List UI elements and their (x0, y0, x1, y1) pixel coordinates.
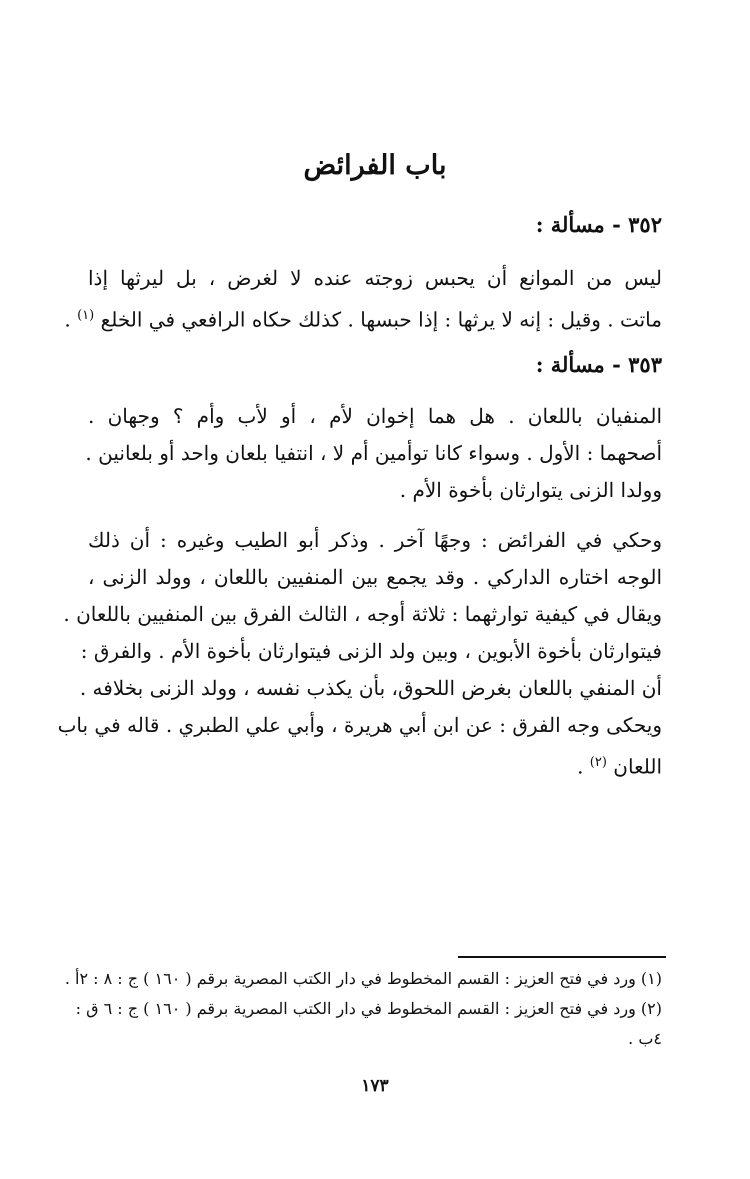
issue-353-text (85, 398, 662, 509)
issue-353-heading: ٣٥٣ - مسألة : (535, 352, 662, 377)
text-line: أصحهما : الأول . وسواء كانا توأمين أم لا ، انتفيا بلعان واحد أو بلعانين . (85, 441, 662, 465)
text-line: ويقال في كيفية توارثهما : ثلاثة أوجه ، الثالث الفرق بين المنفيين باللعان . (63, 602, 662, 626)
footnote-ref-1: (١) (77, 308, 95, 323)
text-line-end: . (577, 754, 590, 779)
footnote-2-continued: ٤ب . (628, 1029, 662, 1048)
footnote-ref-2: (٢) (589, 755, 607, 770)
footnote-2: (٢) ورد في فتح العزيز : القسم المخطوط في دار الكتب المصرية برقم ( ١٦٠ ) ج : ٦ ق : (75, 999, 662, 1018)
paragraph-3 (57, 522, 662, 786)
issue-352-text (64, 260, 662, 339)
text-line: المنفيان باللعان . هل هما إخوان لأم ، أو لأب وأم ؟ وجهان . (88, 404, 662, 428)
text-line (64, 297, 662, 339)
text-line-content: اللعان (613, 754, 662, 779)
text-line: وحكي في الفرائض : وجهًا آخر . وذكر أبو الطيب وغيره : أن ذلك (88, 528, 662, 552)
text-line (88, 744, 662, 786)
text-line: ليس من الموانع أن يحبس زوجته عنده لا لغرض ، بل ليرثها إذا (88, 266, 662, 290)
text-line: وولدا الزنى يتوارثان بأخوة الأم . (399, 478, 662, 502)
footnote-1: (١) ورد في فتح العزيز : القسم المخطوط في دار الكتب المصرية برقم ( ١٦٠ ) ج : ٨ : ٢أ . (64, 969, 662, 988)
text-line: ويحكى وجه الفرق : عن ابن أبي هريرة ، وأبي علي الطبري . قاله في باب (57, 713, 662, 737)
chapter-title: باب الفرائض (303, 150, 447, 181)
text-line: فيتوارثان بأخوة الأبوين ، وبين ولد الزنى فيتوارثان بأخوة الأم . والفرق : (80, 639, 662, 663)
page-number: ١٧٣ (361, 1076, 389, 1096)
footnote-divider (458, 956, 666, 958)
text-line: الوجه اختاره الداركي . وقد يجمع بين المنفيين باللعان ، وولد الزنى ، (88, 565, 662, 589)
text-line-end: . (64, 307, 78, 332)
footnotes (64, 964, 662, 1054)
text-line-content: ماتت . وقيل : إنه لا يرثها : إذا حبسها . كذلك حكاه الرافعي في الخلع (100, 307, 662, 332)
issue-352-heading: ٣٥٢ - مسألة : (535, 212, 662, 237)
text-line: أن المنفي باللعان بغرض اللحوق، بأن يكذب نفسه ، وولد الزنى بخلافه . (79, 676, 662, 700)
